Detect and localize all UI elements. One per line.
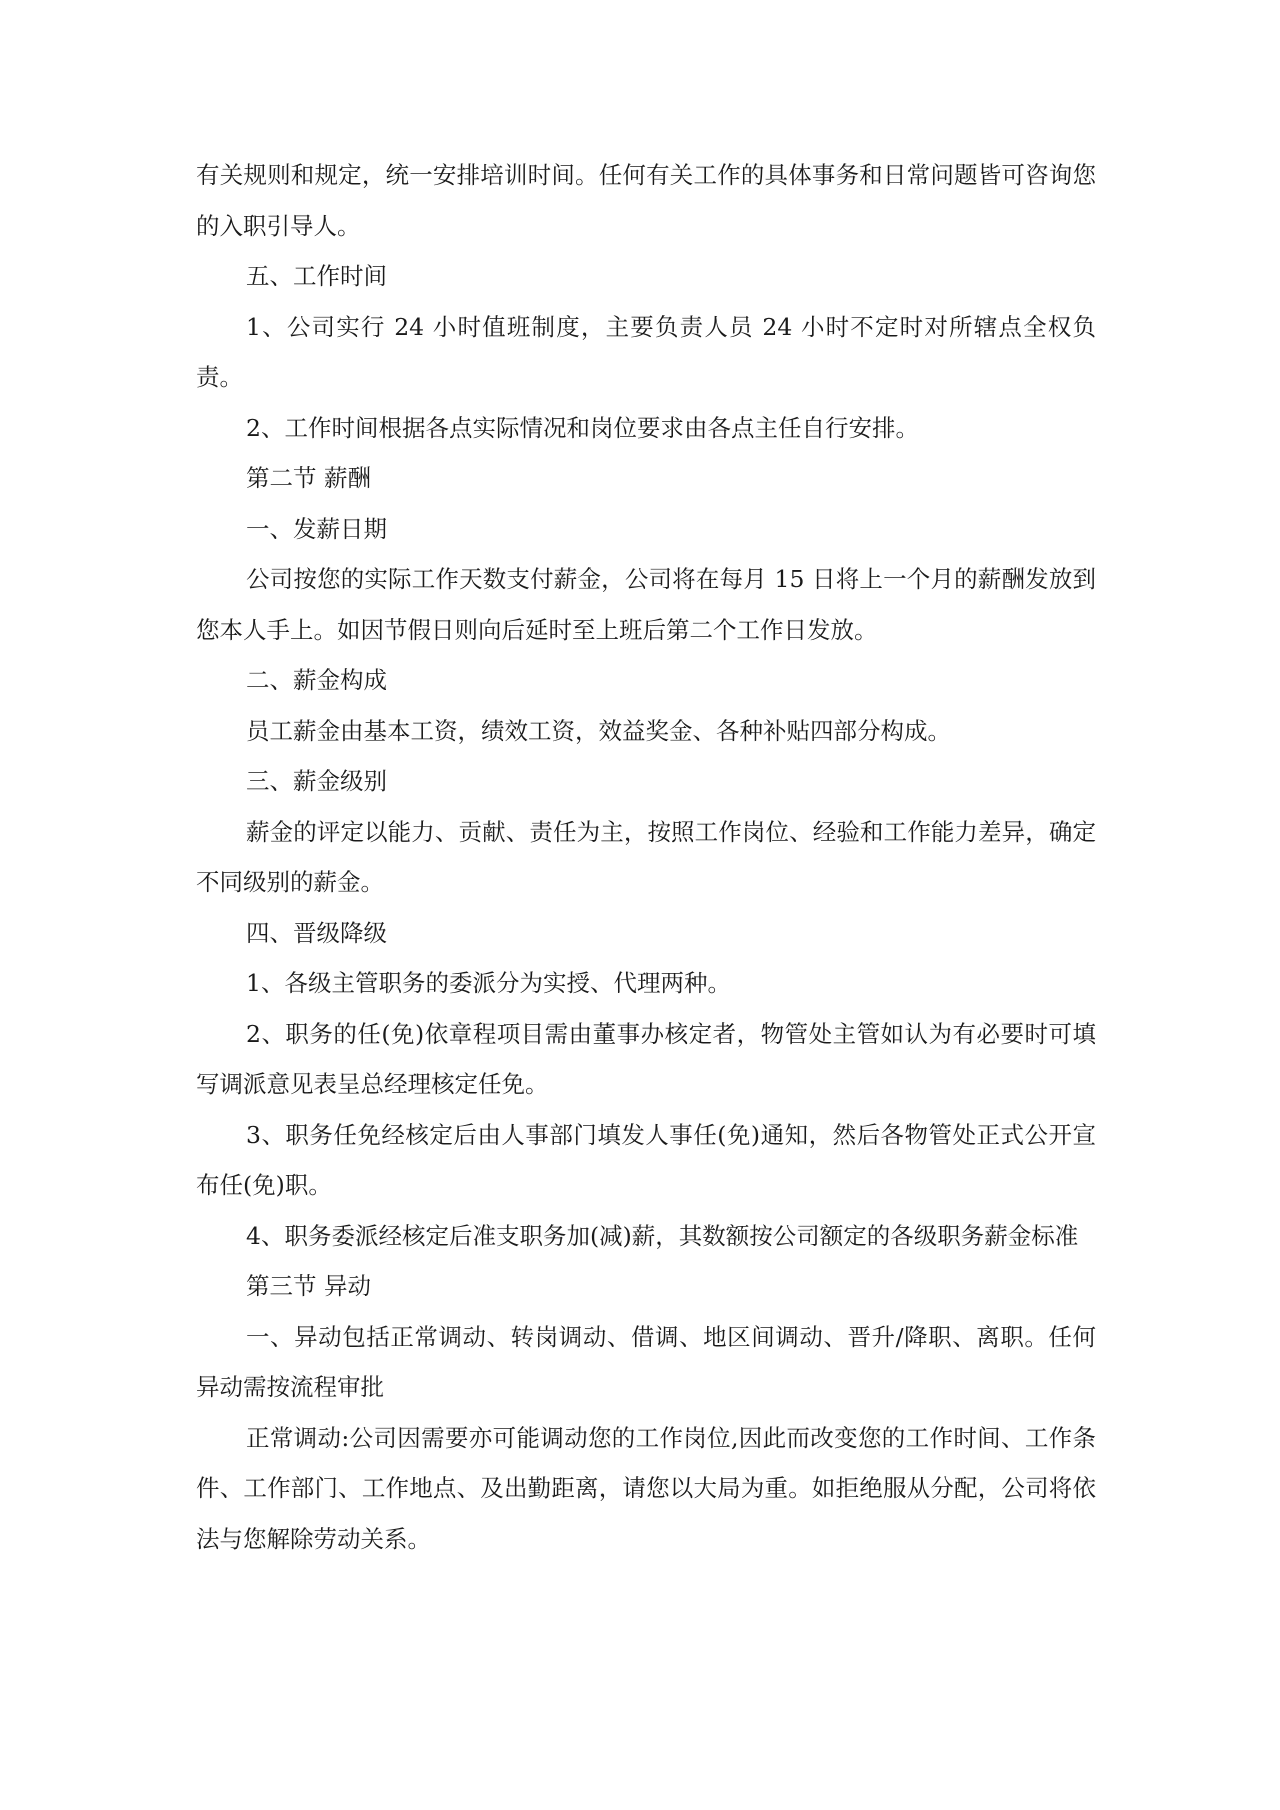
heading-promotion-demotion: 四、晋级降级 bbox=[246, 918, 387, 947]
document-body bbox=[196, 150, 1096, 1564]
heading-salary-level: 三、薪金级别 bbox=[246, 767, 387, 795]
paragraph-intro-continued: 有关规则和规定，统一安排培训时间。任何有关工作的具体事务和日常问题皆可咨询您的入职引导人。 bbox=[196, 161, 1096, 240]
paragraph-promotion-1: 1、各级主管职务的委派分为实授、代理两种。 bbox=[246, 969, 731, 997]
paragraph-promotion-2: 2、职务的任(免)依章程项目需由董事办核定者，物管处主管如认为有必要时可填写调派意见表呈总经理核定任免。 bbox=[196, 1019, 1096, 1098]
heading-pay-date: 一、发薪日期 bbox=[246, 514, 387, 543]
paragraph-salary-level: 薪金的评定以能力、贡献、责任为主，按照工作岗位、经验和工作能力差异，确定不同级别的薪金。 bbox=[196, 817, 1096, 896]
paragraph-transfer-types: 一、异动包括正常调动、转岗调动、借调、地区间调动、晋升/降职、离职。任何异动需按流程审批 bbox=[196, 1322, 1096, 1401]
paragraph-pay-date: 公司按您的实际工作天数支付薪金，公司将在每月 15 日将上一个月的薪酬发放到您本人手上。如因节假日则向后延时至上班后第二个工作日发放。 bbox=[196, 565, 1096, 644]
paragraph-work-schedule: 2、工作时间根据各点实际情况和岗位要求由各点主任自行安排。 bbox=[246, 413, 919, 442]
paragraph-promotion-3: 3、职务任免经核定后由人事部门填发人事任(免)通知，然后各物管处正式公开宣布任(免)职。 bbox=[196, 1120, 1096, 1199]
paragraph-duty-system: 1、公司实行 24 小时值班制度，主要负责人员 24 小时不定时对所辖点全权负责。 bbox=[196, 312, 1096, 391]
heading-work-hours: 五、工作时间 bbox=[246, 262, 387, 290]
heading-salary-composition: 二、薪金构成 bbox=[246, 666, 387, 694]
section-heading-transfer: 第三节 异动 bbox=[246, 1272, 371, 1300]
paragraph-salary-composition: 员工薪金由基本工资，绩效工资，效益奖金、各种补贴四部分构成。 bbox=[246, 716, 951, 745]
section-heading-salary: 第二节 薪酬 bbox=[246, 464, 371, 492]
paragraph-promotion-4: 4、职务委派经核定后准支职务加(减)薪，其数额按公司额定的各级职务薪金标准 bbox=[246, 1221, 1079, 1250]
paragraph-normal-transfer: 正常调动:公司因需要亦可能调动您的工作岗位,因此而改变您的工作时间、工作条件、工作部门、工作地点、及出勤距离，请您以大局为重。如拒绝服从分配，公司将依法与您解除劳动关系。 bbox=[196, 1423, 1096, 1553]
